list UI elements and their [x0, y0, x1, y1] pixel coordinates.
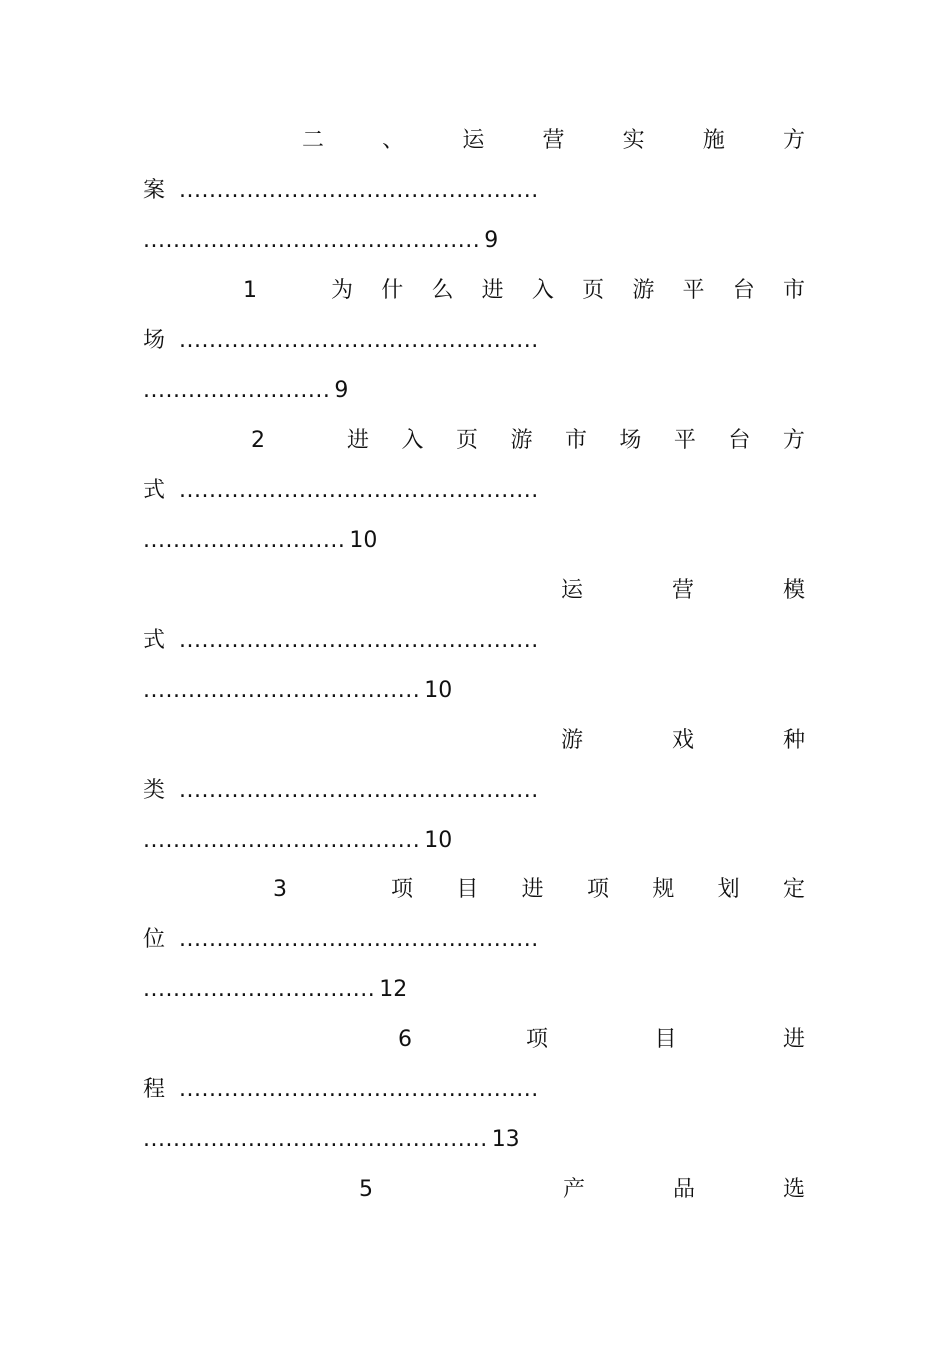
title-char: 运 [561, 578, 584, 603]
title-char: 目 [456, 877, 479, 902]
toc-entry-3-number: 2 [251, 428, 265, 453]
toc-entry-5-page-line [143, 825, 805, 857]
toc-entry-2-number: 1 [243, 278, 257, 303]
toc-entry-1-title-line [302, 125, 805, 157]
title-end-char: 式 [143, 478, 166, 503]
toc-entry-3-leader-line [143, 475, 805, 507]
title-char: 游 [632, 278, 655, 303]
toc-entry-6-title-line [391, 874, 805, 906]
title-char: 平 [673, 428, 696, 453]
dot-leader: ................................................ [179, 178, 539, 203]
toc-entry-6-number: 3 [273, 877, 287, 902]
title-char: 项 [391, 877, 414, 902]
title-char: 运 [462, 128, 485, 153]
title-char: 规 [652, 877, 675, 902]
dot-leader: ................................................ [179, 478, 539, 503]
title-char: 种 [782, 728, 805, 753]
title-char: 进 [347, 428, 370, 453]
dot-leader: ............................................. [143, 228, 481, 253]
page-number: 10 [349, 528, 378, 553]
title-char: 台 [732, 278, 755, 303]
title-char: 游 [510, 428, 533, 453]
page-number: 9 [334, 378, 349, 403]
title-char: 游 [561, 728, 584, 753]
title-char: 营 [671, 578, 694, 603]
toc-entry-8-title-line [563, 1174, 805, 1206]
title-char: 施 [702, 128, 725, 153]
title-char: 目 [654, 1027, 677, 1052]
title-end-char: 案 [143, 178, 166, 203]
title-char: 么 [431, 278, 454, 303]
title-char: 场 [619, 428, 642, 453]
toc-entry-7-leader-line [143, 1074, 805, 1106]
dot-leader: ................................................ [179, 1077, 539, 1102]
title-char: 方 [782, 428, 805, 453]
title-end-char: 位 [143, 927, 166, 952]
title-end-char: 式 [143, 628, 166, 653]
title-char: 进 [521, 877, 544, 902]
toc-entry-2-page-line [143, 375, 805, 407]
toc-entry-2-leader-line [143, 325, 805, 357]
title-char: 入 [401, 428, 424, 453]
page-number: 10 [424, 678, 453, 703]
title-char: 市 [782, 278, 805, 303]
page-number: 13 [491, 1127, 520, 1152]
toc-entry-6-page-line [143, 974, 805, 1006]
title-char: 平 [682, 278, 705, 303]
page-number: 12 [379, 977, 408, 1002]
dot-leader: ......................... [143, 378, 331, 403]
title-char: 定 [782, 877, 805, 902]
title-end-char: 程 [143, 1077, 166, 1102]
title-char: 戏 [671, 728, 694, 753]
toc-entry-1-leader-line [143, 175, 805, 207]
toc-entry-2-title-line [331, 275, 805, 307]
toc-entry-1-page-line [143, 225, 805, 257]
toc-entry-5-leader-line [143, 775, 805, 807]
title-char: 页 [582, 278, 605, 303]
toc-entry-7-page-line [143, 1124, 805, 1156]
title-char: 入 [531, 278, 554, 303]
toc-entry-4-page-line [143, 675, 805, 707]
title-char: 项 [586, 877, 609, 902]
title-char: 选 [782, 1177, 805, 1202]
toc-entry-5-title-line [561, 725, 805, 757]
dot-leader: ..................................... [143, 828, 421, 853]
title-end-char: 场 [143, 328, 166, 353]
dot-leader: ............................... [143, 977, 376, 1002]
title-end-char: 类 [143, 778, 166, 803]
toc-entry-3-title-line [347, 425, 805, 457]
title-char: 方 [782, 128, 805, 153]
title-char: 实 [622, 128, 645, 153]
toc-entry-3-page-line [143, 525, 805, 557]
toc-entry-4-title-line [561, 575, 805, 607]
toc-entry-8-number: 5 [359, 1177, 373, 1202]
page-number: 9 [484, 228, 499, 253]
title-char: 项 [526, 1027, 549, 1052]
title-char: 品 [672, 1177, 695, 1202]
page-number: 10 [424, 828, 453, 853]
dot-leader: ................................................ [179, 628, 539, 653]
dot-leader: ..................................... [143, 678, 421, 703]
title-char: 市 [564, 428, 587, 453]
toc-entry-7-title-line [526, 1024, 805, 1056]
dot-leader: ................................................ [179, 328, 539, 353]
title-char: 为 [331, 278, 354, 303]
title-char: 台 [728, 428, 751, 453]
title-char: 什 [381, 278, 404, 303]
title-char: 页 [455, 428, 478, 453]
title-char: 产 [563, 1177, 586, 1202]
toc-entry-7-number: 6 [398, 1027, 412, 1052]
dot-leader: ................................................ [179, 927, 539, 952]
dot-leader: .............................................. [143, 1127, 488, 1152]
toc-entry-4-leader-line [143, 625, 805, 657]
title-char: 进 [481, 278, 504, 303]
title-char: 进 [782, 1027, 805, 1052]
title-char: 、 [382, 128, 405, 153]
title-char: 营 [542, 128, 565, 153]
toc-entry-6-leader-line [143, 924, 805, 956]
title-char: 二 [302, 128, 325, 153]
title-char: 划 [717, 877, 740, 902]
dot-leader: ................................................ [179, 778, 539, 803]
title-char: 模 [782, 578, 805, 603]
dot-leader: ........................... [143, 528, 346, 553]
